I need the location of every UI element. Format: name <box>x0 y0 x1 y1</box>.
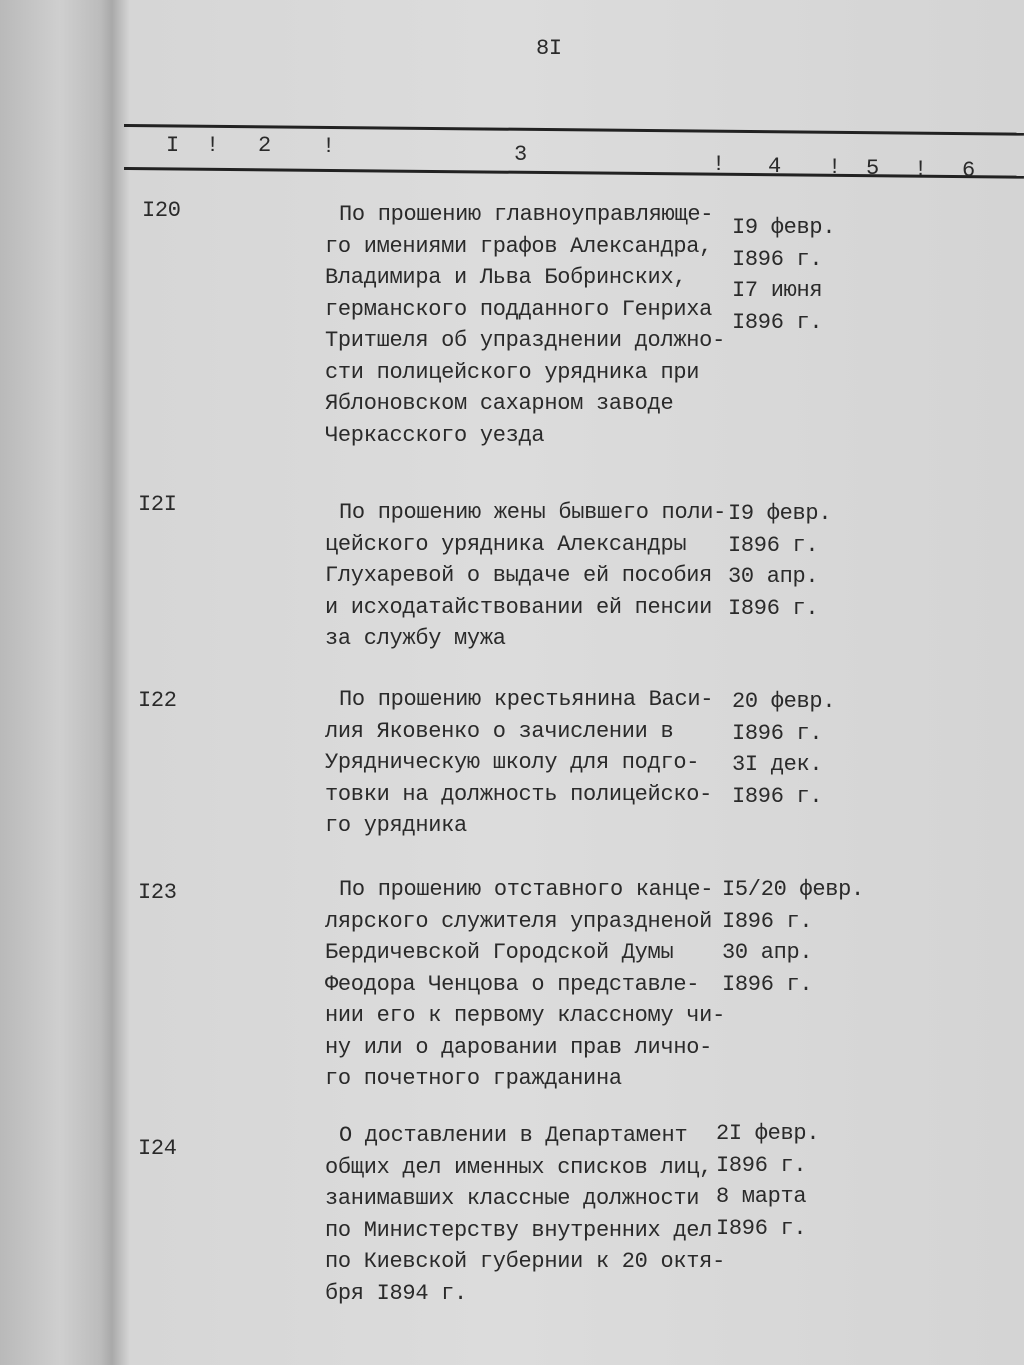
description-line: Глухаревой о выдаче ей пособия <box>325 563 713 588</box>
date-line: I896 г. <box>722 908 813 934</box>
date-line: I896 г. <box>728 595 819 621</box>
date-line: I7 июня <box>732 278 823 303</box>
date-line: 2I февр. <box>716 1121 820 1146</box>
description-line: го урядника <box>325 813 467 838</box>
entry-description <box>325 874 725 1095</box>
description-line: го почетного гражданина <box>325 1066 622 1091</box>
date-line: I896 г. <box>732 309 823 335</box>
description-line: Яблоновском сахарном заводе <box>325 391 674 416</box>
date-line: I5/20 февр. <box>722 877 864 902</box>
description-line: лия Яковенко о зачислении в <box>325 718 674 744</box>
date-line: 8 марта <box>716 1184 807 1209</box>
description-line: По прошению отставного канце- <box>339 877 714 902</box>
entry-dates <box>732 686 835 812</box>
col-6-header: 6 <box>962 158 975 183</box>
description-line: нии его к первому классному чи- <box>325 1003 725 1028</box>
col-1-header: I <box>166 133 179 158</box>
description-line: Бердичевской Городской Думы <box>325 940 674 965</box>
date-line: 3I дек. <box>732 752 823 777</box>
col-separator: ! <box>914 157 927 182</box>
entry-description <box>325 497 726 655</box>
date-line: I896 г. <box>732 720 823 746</box>
description-line: По прошению крестьянина Васи- <box>339 687 714 712</box>
description-line: лярского служителя упраздненой <box>325 908 713 934</box>
col-separator: ! <box>712 152 725 177</box>
entry-dates <box>728 498 831 624</box>
col-5-header: 5 <box>866 156 879 181</box>
description-line: По прошению жены бывшего поли- <box>339 500 727 525</box>
date-line: I896 г. <box>722 971 813 997</box>
date-line: 20 февр. <box>732 689 836 714</box>
date-line: I9 февр. <box>732 215 836 240</box>
description-line: Владимира и Льва Бобринских, <box>325 265 687 290</box>
col-2-header: 2 <box>258 133 271 158</box>
description-line: бря I894 г. <box>325 1280 467 1306</box>
description-line: и исходатайствовании ей пенсии <box>325 594 713 620</box>
entry-number: I23 <box>138 880 177 905</box>
description-line: германского подданного Генриха <box>325 296 713 322</box>
header-bottom-rule <box>124 167 1024 179</box>
entry-number: I24 <box>138 1136 177 1161</box>
date-line: I896 г. <box>716 1152 807 1178</box>
date-line: I896 г. <box>728 532 819 558</box>
description-line: По прошению главноуправляюще- <box>339 202 714 227</box>
description-line: сти полицейского урядника при <box>325 359 700 385</box>
date-line: I9 февр. <box>728 501 832 526</box>
entry-dates <box>716 1118 819 1244</box>
entry-description <box>325 1120 725 1309</box>
date-line: I896 г. <box>716 1215 807 1241</box>
entry-description <box>325 684 713 842</box>
description-line: го имениями графов Александра, <box>325 233 713 259</box>
col-3-header: 3 <box>514 142 527 167</box>
description-line: Феодора Ченцова о представле- <box>325 971 700 997</box>
description-line: товки на должность полицейско- <box>325 781 713 807</box>
entry-number: I2I <box>138 492 177 517</box>
entry-description <box>325 199 725 451</box>
description-line: Черкасского уезда <box>325 422 545 448</box>
description-line: за службу мужа <box>325 626 506 651</box>
col-separator: ! <box>828 155 841 180</box>
description-line: Тритшеля об упразднении должно- <box>325 328 725 353</box>
description-line: ну или о даровании прав лично- <box>325 1034 713 1060</box>
description-line: занимавших классные должности <box>325 1186 700 1211</box>
entry-dates <box>732 212 835 338</box>
description-line: Урядническую школу для подго- <box>325 750 700 775</box>
description-line: по Киевской губернии к 20 октя- <box>325 1249 725 1274</box>
entry-number: I22 <box>138 688 177 713</box>
description-line: по Министерству внутренних дел <box>325 1217 713 1243</box>
entry-dates <box>722 874 864 1000</box>
description-line: цейского урядника Александры <box>325 531 687 557</box>
col-separator: ! <box>206 133 219 158</box>
date-line: 30 апр. <box>728 564 819 589</box>
col-separator: ! <box>322 134 335 159</box>
description-line: общих дел именных списков лиц, <box>325 1154 713 1180</box>
date-line: I896 г. <box>732 783 823 809</box>
date-line: I896 г. <box>732 246 823 272</box>
col-4-header: 4 <box>768 154 781 179</box>
entry-number: I20 <box>142 198 181 223</box>
description-line: О доставлении в Департамент <box>339 1123 688 1148</box>
page-number: 8I <box>536 36 562 61</box>
date-line: 30 апр. <box>722 940 813 965</box>
